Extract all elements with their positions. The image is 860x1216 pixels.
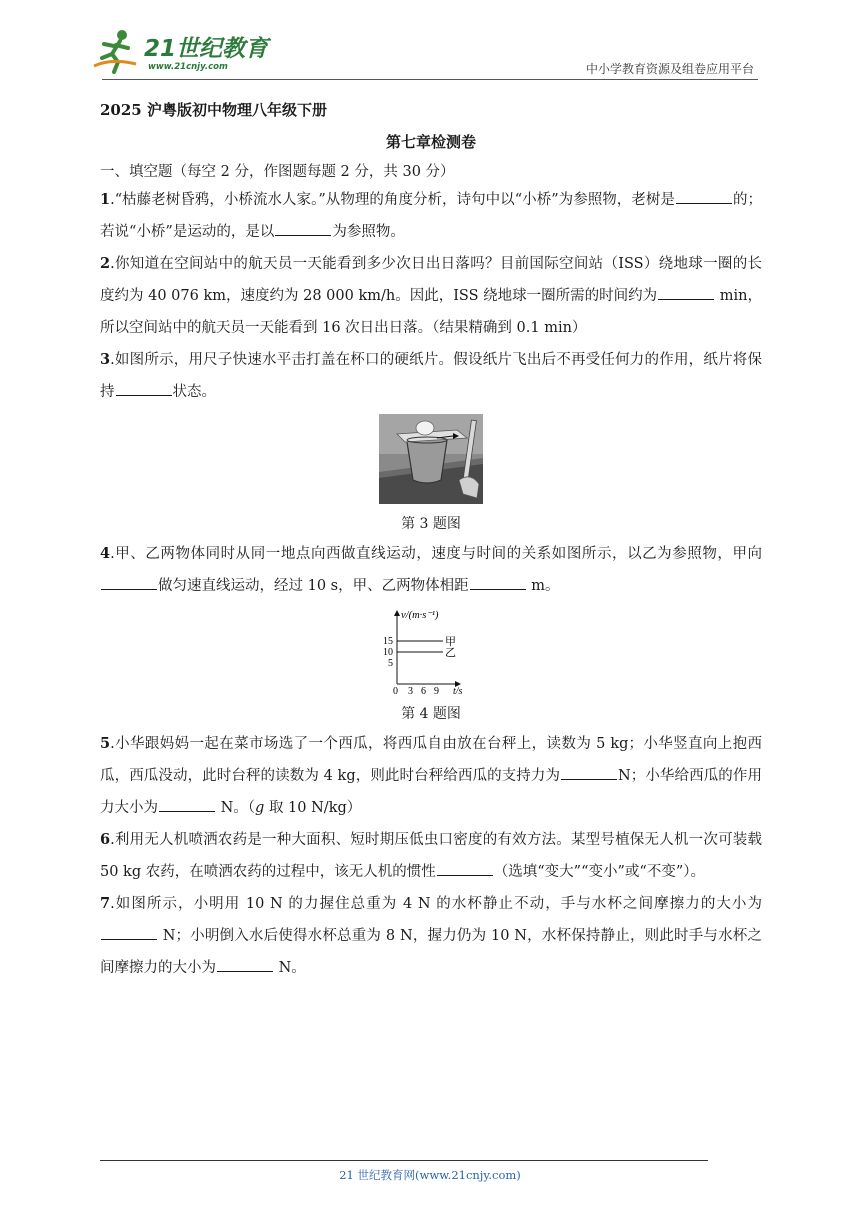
book-title: 2025 沪粤版初中物理八年级下册 [100,101,327,119]
site-logo[interactable] [92,28,269,78]
question-text: .如图所示，用尺子快速水平击打盖在杯口的硬纸片。假设纸片飞出后不再受任何力的作用，纸片将保持 [100,352,762,400]
question-text: （选填“变大”“变小”或“不变”）。 [493,864,705,880]
question-4 [100,538,762,602]
header-divider [102,79,758,80]
x-axis-label: t/s [453,686,463,694]
question-text: N。 [274,960,306,976]
figure-4 [100,608,762,698]
question-text: .如图所示，小明用 10 N 的力握住总重为 4 N 的水杯静止不动，手与水杯之间摩擦力的大小为 [110,896,762,912]
question-text: 状态。 [172,384,216,400]
question-text: .“枯藤老树昏鸦，小桥流水人家。”从物理的角度分析，诗句中以“小桥”为参照物，老树是 [110,192,675,208]
question-number: 5 [100,735,111,752]
question-text: N；小明倒入水后使得水杯总重为 8 N，握力仍为 10 N，水杯保持静止，则此时手与水杯之间摩擦力的大小为 [100,928,762,976]
figure-caption: 第 3 题图 [401,516,461,532]
question-text: 取 10 N/kg） [264,800,362,816]
x-tick-label: 9 [434,686,439,694]
x-tick-label: 6 [421,686,426,694]
question-text: N；小华给西瓜的作用力大小为 [100,768,762,816]
question-text: 的；若说“小桥”是运动的，是以 [100,192,763,240]
answer-blank[interactable] [101,925,157,940]
question-number: 4 [100,545,111,562]
velocity-time-graph [381,608,481,694]
question-number: 3 [100,351,111,368]
question-number: 6 [100,831,111,848]
cup-card-photo [379,414,483,504]
document-body [100,98,762,984]
y-tick-label: 15 [383,636,393,647]
section-heading: 一、填空题（每空 2 分，作图题每题 2 分，共 30 分） [100,164,455,180]
answer-blank[interactable] [658,285,714,300]
question-text: min，所以空间站中的航天员一天能看到 16 次日出日落。（结果精确到 0.1 min） [100,288,762,336]
question-2 [100,248,762,344]
answer-blank[interactable] [561,765,617,780]
header-platform-text: 中小学教育资源及组卷应用平台 [585,62,754,76]
answer-blank[interactable] [676,189,732,204]
answer-blank[interactable] [116,381,172,396]
figure-caption: 第 4 题图 [401,706,461,722]
question-text: 做匀速直线运动，经过 10 s，甲、乙两物体相距 [158,578,469,594]
figure-3 [100,414,762,508]
answer-blank[interactable] [437,861,493,876]
answer-blank[interactable] [470,575,526,590]
question-6 [100,824,762,888]
y-axis-label: v/(m·s⁻¹) [401,610,439,621]
answer-blank[interactable] [101,575,157,590]
y-tick-label: 5 [388,658,393,669]
gravity-symbol: g [255,800,265,816]
logo-text: 21世纪教育 [144,36,269,62]
runner-logo-icon [92,28,144,74]
y-tick-label: 10 [383,647,393,658]
question-7 [100,888,762,984]
footer-divider [100,1160,708,1161]
question-text: 为参照物。 [332,224,405,240]
chapter-title: 第七章检测卷 [385,133,476,151]
series-label-yi: 乙 [445,647,456,659]
question-number: 2 [100,255,111,272]
question-text: m。 [526,578,560,594]
x-tick-label: 3 [408,686,413,694]
answer-blank[interactable] [159,797,215,812]
answer-blank[interactable] [217,957,273,972]
x-tick-label: 0 [393,686,398,694]
series-label-jia: 甲 [445,636,456,648]
question-number: 7 [100,895,111,912]
logo-url: www.21cnjy.com [148,62,228,72]
question-1 [100,184,762,248]
footer-link[interactable]: 21 世纪教育网(www.21cnjy.com) [339,1168,521,1182]
question-text: .甲、乙两物体同时从同一地点向西做直线运动，速度与时间的关系如图所示，以乙为参照物，甲向 [110,546,762,562]
question-number: 1 [100,191,111,208]
question-5 [100,728,762,824]
question-text: .利用无人机喷洒农药是一种大面积、短时期压低虫口密度的有效方法。某型号植保无人机一次可装载 50 kg 农药，在喷洒农药的过程中，该无人机的惯性 [100,832,762,880]
question-3 [100,344,762,408]
question-text: .小华跟妈妈一起在菜市场选了一个西瓜，将西瓜自由放在台秤上，读数为 5 kg；小华竖直向上抱西瓜，西瓜没动，此时台秤的读数为 4 kg，则此时台秤给西瓜的支持力为 [100,736,762,784]
answer-blank[interactable] [275,221,331,236]
question-text: .你知道在空间站中的航天员一天能看到多少次日出日落吗？目前国际空间站（ISS）绕地球一圈的长度约为 40 076 km，速度约为 28 000 km/h。因此，ISS 绕地球一圈所需的时间约为 [100,256,762,304]
question-text: N。（ [216,800,256,816]
